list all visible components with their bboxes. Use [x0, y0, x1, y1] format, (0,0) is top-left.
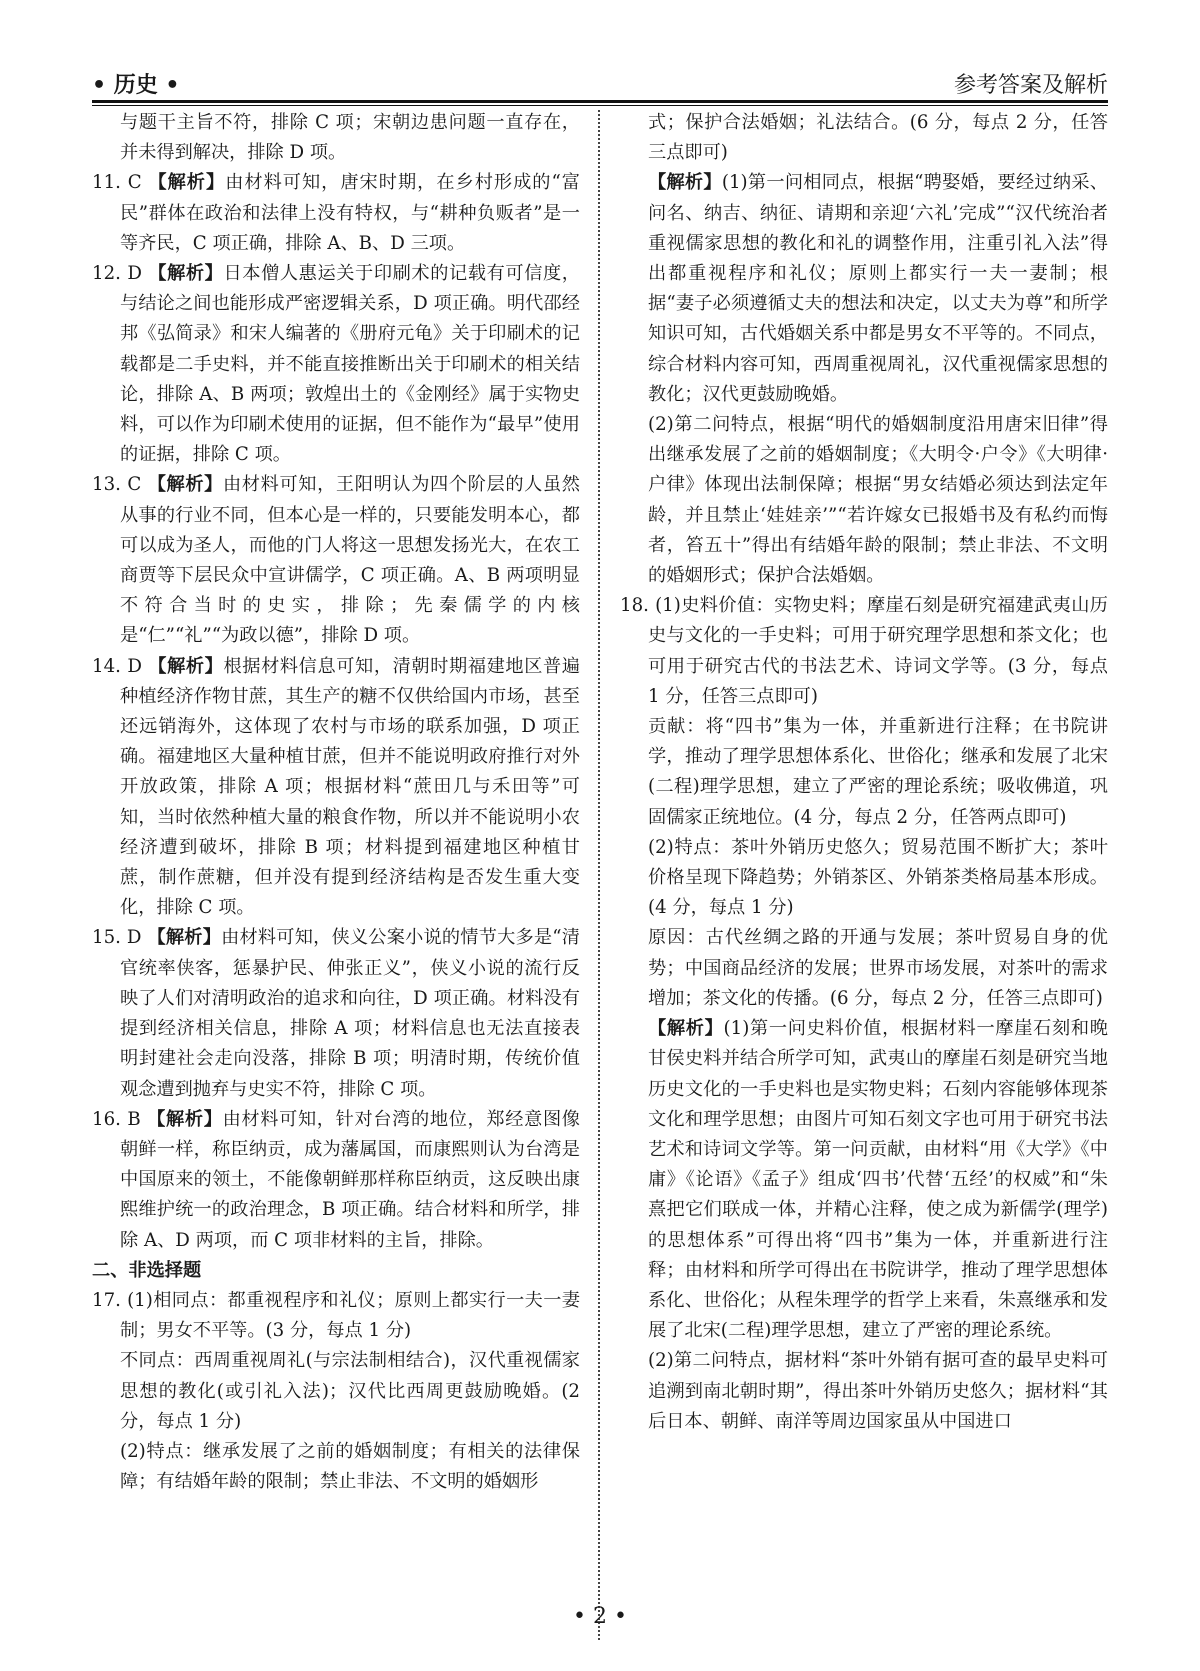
answer-15 [92, 923, 580, 1104]
analysis-tag: 【解析】 [147, 1108, 223, 1130]
answer-text: 由材料可知，侠义公案小说的情节大多是“清官统率侠客，惩暴护民、伸张正义”，侠义小说的流行反映了人们对清明政治的追求和向往，D 项正确。材料没有提到经济相关信息，排除 A 项；材料信息也无法直接表明封建社会走向没落，排除 B 项；明清时期，传统价值观念遭到抛弃与史实不符，排除 C 项。 [120, 927, 580, 1100]
answer-11 [92, 168, 580, 259]
answer-text: 日本僧人惠运关于印刷术的记载有可信度，与结论之间也能形成严密逻辑关系，D 项正确。明代邵经邦《弘简录》和宋人编著的《册府元龟》关于印刷术的记载都是二手史料，并不能直接推断出关于印刷术的相关结论，排除 A、B 两项；敦煌出土的《金刚经》属于实物史料，可以作为印刷术使用的证据，但不能作为“最早”使用的证据，排除 C 项。 [120, 263, 580, 466]
answer-18-part1: 18. (1)史料价值：实物史料；摩崖石刻是研究福建武夷山历史与文化的一手史料；可用于研究理学思想和茶文化；也可用于研究古代的书法艺术、诗词文学等。(3 分，每点 1 分，任答三点即可) [620, 595, 1108, 707]
page-number: • 2 • [573, 1604, 627, 1629]
answer-number: 15. D [92, 927, 148, 949]
header-rule-thin [92, 105, 1108, 106]
subject-label: • 历史 • [92, 73, 180, 98]
analysis-text: (1)第一问史料价值，根据材料一摩崖石刻和晚甘侯史料并结合所学可知，武夷山的摩崖石刻是研究当地历史文化的一手史料也是实物史料；石刻内容能够体现茶文化和理学思想；由图片可知石刻文字也可用于研究书法艺术和诗词文学等。第一问贡献，由材料“用《大学》《中庸》《论语》《孟子》组成‘四书’代替‘五经’的权威”和“朱熹把它们联成一体，并精心注释，使之成为新儒学(理学)的思想体系”可得出将“四书”集为一体，并重新进行注释；由材料和所学可得出在书院讲学，推动了理学思想体系化、世俗化；从程朱理学的哲学上来看，朱熹继承和发展了北宋(二程)理学思想，建立了严密的理论系统。 [648, 1018, 1108, 1342]
header-rule [92, 100, 1108, 103]
column-divider [598, 110, 600, 1640]
analysis-18-part1 [620, 1014, 1108, 1346]
analysis-text: (1)第一问相同点，根据“聘娶婚，要经过纳采、问名、纳吉、纳征、请期和亲迎‘六礼’完成”“汉代统治者重视儒家思想的教化和礼的调整作用，注重引礼入法”得出都重视程序和礼仪；原则上都实行一夫一妻制；根据“妻子必须遵循丈夫的想法和决定，以丈夫为尊”和所学知识可知，古代婚姻关系中都是男女不平等的。不同点，综合材料内容可知，西周重视周礼，汉代重视儒家思想的教化；汉代更鼓励晚婚。 [648, 172, 1108, 405]
analysis-tag: 【解析】 [147, 474, 223, 496]
analysis-18-part2: (2)第二问特点，据材料“茶叶外销有据可查的最早史料可追溯到南北朝时期”，得出茶叶外销历史悠久；据材料“其后日本、朝鲜、南洋等周边国家虽从中国进口 [648, 1350, 1108, 1432]
analysis-17-part1 [620, 168, 1108, 410]
answer-13 [92, 470, 580, 651]
answer-text: 由材料可知，针对台湾的地位，郑经意图像朝鲜一样，称臣纳贡，成为藩属国，而康熙则认为台湾是中国原来的领土，不能像朝鲜那样称臣纳贡，这反映出康熙维护统一的政治理念，B 项正确。结合材料和所学，排除 A、D 两项，而 C 项非材料的主旨，排除。 [120, 1108, 580, 1251]
answer-18-reasons: 原因：古代丝绸之路的开通与发展；茶叶贸易自身的优势；中国商品经济的发展；世界市场发展，对茶叶的需求增加；茶文化的传播。(6 分，每点 2 分，任答三点即可) [648, 927, 1108, 1009]
answer-17-difference: 不同点：西周重视周礼(与宗法制相结合)，汉代重视儒家思想的教化(或引礼入法)；汉代比西周更鼓励晚婚。(2 分，每点 1 分) [120, 1350, 580, 1432]
answer-14 [92, 652, 580, 924]
answer-18-part2: (2)特点：茶叶外销历史悠久；贸易范围不断扩大；茶叶价格呈现下降趋势；外销茶区、外销茶类格局基本形成。(4 分，每点 1 分) [648, 836, 1108, 919]
page-header [92, 64, 1108, 98]
answer-text: 由材料可知，王阳明认为四个阶层的人虽然从事的行业不同，但本心是一样的，只要能发明本心，都可以成为圣人，而他的门人将这一思想发扬光大，在农工商贾等下层民众中宣讲儒学，C 项正确。A、B 两项明显不符合当时的史实，排除；先秦儒学的内核是“仁”“礼”“为政以德”，排除 D 项。 [120, 474, 580, 647]
analysis-tag: 【解析】 [148, 263, 224, 285]
analysis-tag: 【解析】 [648, 172, 722, 194]
paragraph: 式；保护合法婚姻；礼法结合。(6 分，每点 2 分，任答三点即可) [648, 112, 1108, 164]
answer-text: 根据材料信息可知，清朝时期福建地区普遍种植经济作物甘蔗，其生产的糖不仅供给国内市场，甚至还远销海外，这体现了农村与市场的联系加强，D 项正确。福建地区大量种植甘蔗，但并不能说明政府推行对外开放政策，排除 A 项；根据材料“蔗田几与禾田等”可知，当时依然种植大量的粮食作物，所以并不能说明小农经济遭到破坏，排除 B 项；材料提到福建地区种植甘蔗，制作蔗糖，但并没有提到经济结构是否发生重大变化，排除 C 项。 [120, 655, 580, 919]
analysis-tag: 【解析】 [648, 1018, 724, 1040]
left-column [92, 108, 580, 1497]
header-title: 参考答案及解析 [953, 73, 1108, 98]
answer-number: 13. C [92, 474, 148, 496]
paragraph: 与题干主旨不符，排除 C 项；宋朝边患问题一直存在，并未得到解决，排除 D 项。 [120, 112, 580, 164]
analysis-tag: 【解析】 [148, 655, 224, 677]
right-column [620, 108, 1108, 1437]
analysis-17-part2: (2)第二问特点，根据“明代的婚姻制度沿用唐宋旧律”得出继承发展了之前的婚姻制度；《大明令·户令》《大明律·户律》体现出法制保障；根据“男女结婚必须达到法定年龄，并且禁止‘娃娃亲’”“若许嫁女已报婚书及有私约而悔者，笞五十”得出有结婚年龄的限制；禁止非法、不文明的婚姻形式；保护合法婚姻。 [648, 414, 1108, 587]
answer-number: 12. D [92, 263, 149, 285]
answer-number: 14. D [92, 655, 149, 677]
answer-12 [92, 259, 580, 470]
answer-17-part1: 17. (1)相同点：都重视程序和礼仪；原则上都实行一夫一妻制；男女不平等。(3 分，每点 1 分) [92, 1289, 580, 1342]
section-heading: 二、非选择题 [92, 1259, 202, 1281]
answer-number: 16. B [92, 1108, 148, 1130]
analysis-tag: 【解析】 [148, 172, 226, 194]
answer-18-contribution: 贡献：将“四书”集为一体，并重新进行注释；在书院讲学，推动了理学思想体系化、世俗化；继承和发展了北宋(二程)理学思想，建立了严密的理论系统；吸收佛道，巩固儒家正统地位。(4 分，每点 2 分，任答两点即可) [648, 716, 1108, 828]
answer-text: 由材料可知，唐宋时期，在乡村形成的“富民”群体在政治和法律上没有特权，与“耕种负贩者”是一等齐民，C 项正确，排除 A、B、D 三项。 [120, 172, 580, 254]
answer-number: 11. C [92, 172, 149, 194]
answer-17-part2: (2)特点：继承发展了之前的婚姻制度；有相关的法律保障；有结婚年龄的限制；禁止非法、不文明的婚姻形 [120, 1440, 580, 1493]
answer-16 [92, 1105, 580, 1256]
analysis-tag: 【解析】 [147, 927, 222, 949]
